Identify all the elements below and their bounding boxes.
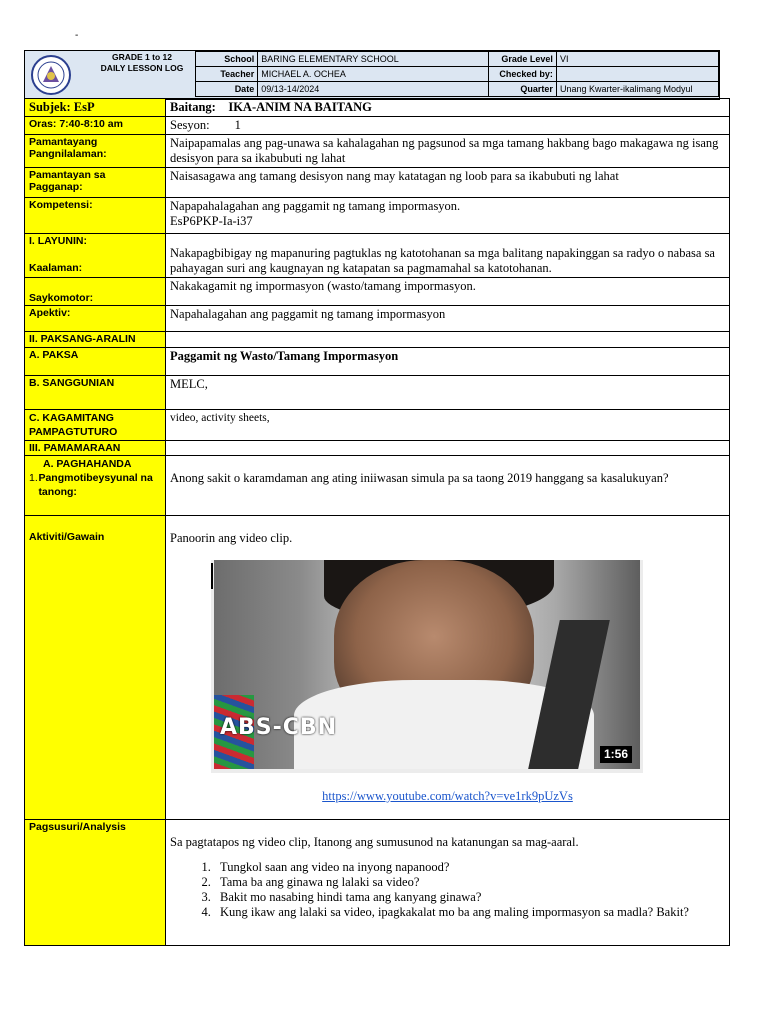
- table-row: [25, 348, 730, 376]
- pagsusuri-intro: Sa pagtatapos ng video clip, Itanong ang sumusunod na katanungan sa mag-aaral.: [170, 835, 579, 849]
- table-row: [25, 410, 730, 441]
- empty-cell: [166, 332, 730, 348]
- deped-seal-icon: [29, 54, 73, 96]
- table-row: [25, 99, 730, 117]
- kaalaman-value: Nakapagbibigay ng mapanuring pagtuklas ng katotohanan sa mga balitang napakinggan sa radyo o nabasa sa pahayagan suri ang kaugnayan ng katapatan sa pagmamahal sa katotohanan.: [170, 246, 715, 275]
- table-row: [25, 306, 730, 332]
- kompetensi-label: Kompetensi:: [25, 198, 166, 234]
- table-row: [25, 820, 730, 946]
- school-value: BARING ELEMENTARY SCHOOL: [258, 52, 489, 67]
- pamantayang-label: Pamantayang Pangnilalaman:: [25, 135, 166, 168]
- table-row: [25, 441, 730, 456]
- lesson-plan-table: [24, 98, 730, 946]
- video-frame: [214, 560, 640, 769]
- stray-mark: -: [75, 30, 79, 41]
- layunin-label: I. LAYUNIN:: [29, 235, 87, 247]
- video-duration: 1:56: [600, 746, 632, 763]
- paghahanda-label: A. PAGHAHANDA: [43, 458, 132, 470]
- pagsusuri-label: Pagsusuri/Analysis: [25, 820, 166, 946]
- empty-cell: [166, 441, 730, 456]
- saykomotor-value: Nakakagamit ng impormasyon (wasto/tamang impormasyon.: [166, 278, 730, 306]
- pagganap-label: Pamantayan sa Pagganap:: [25, 168, 166, 198]
- aktiviti-value: Panoorin ang video clip.: [170, 531, 293, 545]
- kaalaman-label: Kaalaman:: [29, 262, 83, 274]
- sesyon-label: Sesyon:: [170, 118, 210, 132]
- kompetensi-cell: [166, 198, 730, 234]
- subjek-cell: Subjek: EsP: [25, 99, 166, 117]
- sanggunian-value: MELC,: [166, 376, 730, 410]
- table-row: [25, 234, 730, 278]
- paksang-aralin-label: II. PAKSANG-ARALIN: [25, 332, 166, 348]
- kompetensi-code: EsP6PKP-Ia-i37: [170, 214, 253, 228]
- pangmotibeysyunal-number: 1.: [29, 472, 38, 484]
- school-label: School: [196, 52, 258, 67]
- grade-level-label: Grade Level: [488, 52, 556, 67]
- header-row: [196, 52, 719, 67]
- video-edge-mark: [211, 563, 213, 589]
- pamamaraan-label: III. PAMAMARAAN: [25, 441, 166, 456]
- video-link[interactable]: https://www.youtube.com/watch?v=ve1rk9pUzVs: [322, 789, 573, 803]
- kaalaman-cell: [166, 234, 730, 278]
- checked-by-label: Checked by:: [488, 67, 556, 82]
- kagamitang-value: video, activity sheets,: [166, 410, 730, 441]
- paghahanda-cell: [25, 456, 166, 516]
- paksa-label: A. PAKSA: [25, 348, 166, 376]
- pagsusuri-content: [166, 820, 730, 946]
- pangmotibeysyunal-cell: [166, 456, 730, 516]
- oras-cell: Oras: 7:40-8:10 am: [25, 117, 166, 135]
- baitang-value: IKA-ANIM NA BAITANG: [228, 100, 372, 114]
- pamantayang-value: Naipapamalas ang pag-unawa sa kahalagahan ng pagsunod sa mga tamang hakbang bago makagawa ng isang desisyon para sa ikabubuti ng lahat: [166, 135, 730, 168]
- date-value: 09/13-14/2024: [258, 82, 489, 97]
- video-logo-text: ABS-CBN: [220, 715, 338, 740]
- header-info-table: [195, 51, 719, 97]
- table-row: [25, 168, 730, 198]
- list-item: 2. Tama ba ang ginawa ng lalaki sa video?: [214, 875, 725, 890]
- layunin-cell: [25, 234, 166, 278]
- table-row: [25, 117, 730, 135]
- lesson-log-header: [24, 50, 720, 100]
- sesyon-cell: [166, 117, 730, 135]
- checked-by-value: [556, 67, 718, 82]
- aktiviti-label: Aktiviti/Gawain: [29, 531, 105, 543]
- header-row: [196, 67, 719, 82]
- quarter-value: Unang Kwarter-ikalimang Modyul: [556, 82, 718, 97]
- baitang-cell: [166, 99, 730, 117]
- table-row: [25, 332, 730, 348]
- sanggunian-label: B. SANGGUNIAN: [25, 376, 166, 410]
- list-item: 1. Tungkol saan ang video na inyong napanood?: [214, 860, 725, 875]
- quarter-label: Quarter: [488, 82, 556, 97]
- pangmotibeysyunal-value: Anong sakit o karamdaman ang ating iniiwasan simula pa sa taong 2019 hanggang sa kasalukuyan?: [170, 471, 669, 485]
- teacher-value: MICHAEL A. OCHEA: [258, 67, 489, 82]
- paksa-value: Paggamit ng Wasto/Tamang Impormasyon: [170, 349, 399, 363]
- pangmotibeysyunal-label: Pangmotibeysyunal na tanong:: [38, 472, 153, 498]
- saykomotor-label: Saykomotor:: [25, 278, 166, 306]
- apektiv-value: Napahalagahan ang paggamit ng tamang impormasyon: [166, 306, 730, 332]
- list-item: 3. Bakit mo nasabing hindi tama ang kanyang ginawa?: [214, 890, 725, 905]
- baitang-label: Baitang:: [170, 100, 216, 114]
- table-row: [25, 376, 730, 410]
- sesyon-value: 1: [234, 118, 241, 132]
- video-thumbnail[interactable]: [211, 560, 643, 773]
- table-row: [25, 456, 730, 516]
- lesson-log-title: [87, 52, 197, 74]
- table-row: [25, 278, 730, 306]
- list-item: 4. Kung ikaw ang lalaki sa video, ipagkakalat mo ba ang maling impormasyon sa madla? Bakit?: [214, 905, 725, 920]
- title-grade: GRADE 1 to 12: [112, 52, 172, 62]
- table-row: [25, 516, 730, 820]
- table-row: [25, 135, 730, 168]
- paksa-cell: [166, 348, 730, 376]
- kompetensi-value: Napapahalagahan ang paggamit ng tamang impormasyon.: [170, 199, 461, 213]
- question-list: [170, 860, 725, 920]
- teacher-label: Teacher: [196, 67, 258, 82]
- aktiviti-content: [166, 516, 730, 820]
- aktiviti-cell: [25, 516, 166, 820]
- apektiv-label: Apektiv:: [25, 306, 166, 332]
- table-row: [25, 198, 730, 234]
- pagganap-value: Naisasagawa ang tamang desisyon nang may katatagan ng loob para sa ikabubuti ng lahat: [166, 168, 730, 198]
- date-label: Date: [196, 82, 258, 97]
- header-row: [196, 82, 719, 97]
- title-dll: DAILY LESSON LOG: [100, 63, 184, 73]
- kagamitang-label: C. KAGAMITANG PAMPAGTUTURO: [25, 410, 166, 441]
- grade-level-value: VI: [556, 52, 718, 67]
